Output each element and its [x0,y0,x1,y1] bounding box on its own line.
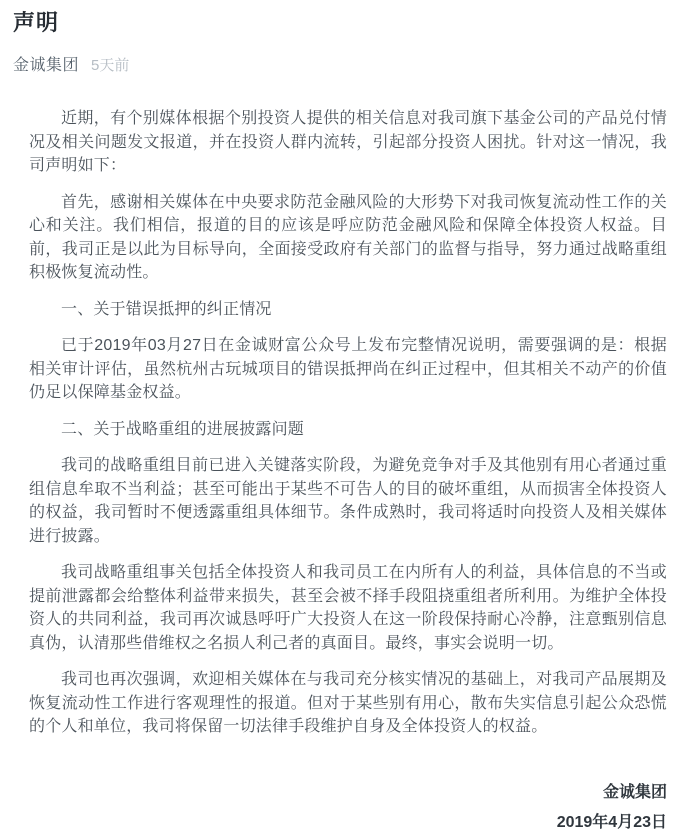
article-paragraph: 我司也再次强调，欢迎相关媒体在与我司充分核实情况的基础上，对我司产品展期及恢复流动性工作进行客观理性的报道。但对于某些别有用心，散布失实信息引起公众恐慌的个人和单位，我司将保留一切法律手段维护自身及全体投资人的权益。 [29,671,667,735]
posted-time: 5天前 [91,57,130,74]
page-title: 声明 [13,10,60,35]
signature-date: 2019年4月23日 [556,814,667,831]
section-heading: 二、关于战略重组的进展披露问题 [61,420,305,438]
section-heading: 一、关于错误抵押的纠正情况 [61,300,272,318]
article-paragraph: 近期，有个别媒体根据个别投资人提供的相关信息对我司旗下基金公司的产品兑付情况及相关问题发文报道，并在投资人群内流转，引起部分投资人困扰。针对这一情况，我司声明如下： [29,110,667,174]
signature-block [29,781,667,835]
signature-company: 金诚集团 [602,783,667,801]
author-name: 金诚集团 [13,57,80,74]
article-paragraph: 我司战略重组事关包括全体投资人和我司员工在内所有人的利益，具体信息的不当或提前泄露都会给整体利益带来损失，甚至会被不择手段阻挠重组者所利用。为维护全体投资人的共同利益，我司再次诚恳呼吁广大投资人在这一阶段保持耐心冷静，注意甄别信息真伪，认清那些借维权之名损人利己者的真面目。最终，事实会说明一切。 [29,564,667,652]
article-meta [13,54,684,77]
article-body [13,77,684,835]
article-paragraph: 首先，感谢相关媒体在中央要求防范金融风险的大形势下对我司恢复流动性工作的关心和关注。我们相信，报道的目的应该是呼应防范金融风险和保障全体投资人权益。目前，我司正是以此为目标导向，全面接受政府有关部门的监督与指导，努力通过战略重组积极恢复流动性。 [29,193,667,281]
article-paragraph: 我司的战略重组目前已进入关键落实阶段，为避免竞争对手及其他别有用心者通过重组信息牟取不当利益；甚至可能出于某些不可告人的目的破坏重组，从而损害全体投资人的权益，我司暂时不便透露重组具体细节。条件成熟时，我司将适时向投资人及相关媒体进行披露。 [29,457,667,545]
article-paragraph: 已于2019年03月27日在金诚财富公众号上发布完整情况说明，需要强调的是：根据相关审计评估，虽然杭州古玩城项目的错误抵押尚在纠正过程中，但其相关不动产的价值仍足以保障基金权益。 [29,337,667,401]
